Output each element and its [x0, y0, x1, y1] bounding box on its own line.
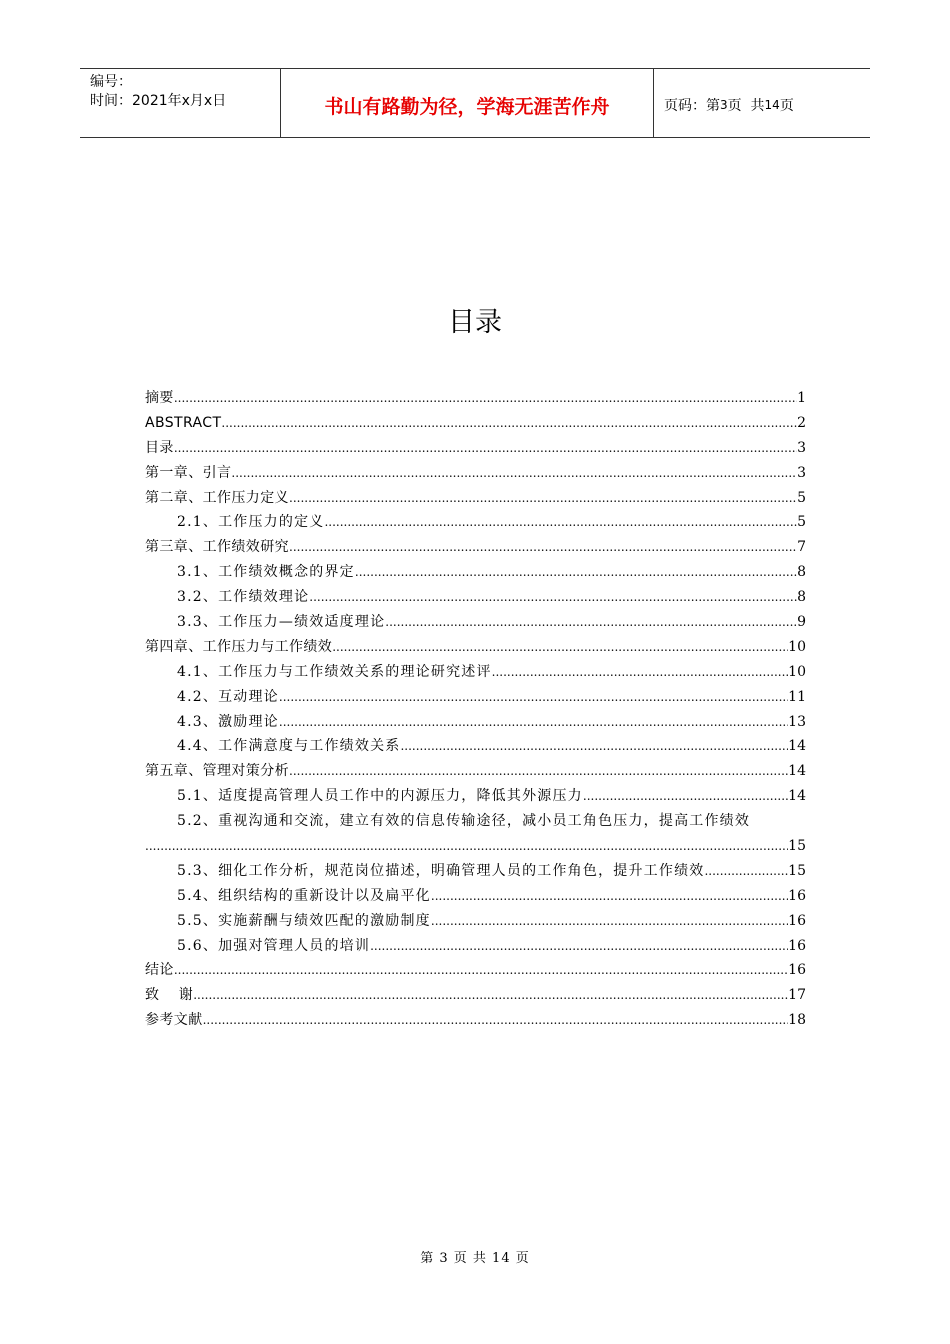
toc-entry-text: 4.3、激励理论 [177, 713, 279, 730]
toc-entry[interactable] [145, 436, 806, 461]
page-suffix: 页 [779, 98, 794, 114]
toc-entry-text: 5.3、细化工作分析，规范岗位描述，明确管理人员的工作角色，提升工作绩效 [177, 862, 705, 879]
toc-entry-text: ABSTRACT [145, 414, 222, 431]
toc-leader-dots [221, 411, 797, 436]
toc-entry-page: 17 [788, 987, 806, 1004]
toc-entry-text: 致 谢 [145, 987, 194, 1004]
toc-entry-page: 16 [788, 937, 806, 954]
toc-leader-dots [385, 610, 797, 635]
toc-entry-page: 16 [788, 912, 806, 929]
toc-leader-dots [431, 909, 788, 934]
toc-entry-continuation[interactable] [145, 834, 806, 859]
toc-entry-text: 4.2、互动理论 [177, 688, 279, 705]
toc-entry-page: 7 [797, 539, 806, 556]
toc-entry-page: 10 [788, 663, 806, 680]
toc-leader-dots [309, 585, 797, 610]
toc-leader-dots [704, 859, 788, 884]
page-total: 14 [764, 98, 780, 112]
toc-leader-dots [203, 1008, 789, 1033]
toc-entry[interactable] [145, 983, 806, 1008]
toc-entry-page: 8 [797, 589, 806, 606]
toc-entry-text: 第三章、工作绩效研究 [145, 539, 289, 556]
toc-entry[interactable] [145, 486, 806, 511]
toc-leader-dots [492, 660, 789, 685]
toc-entry[interactable] [145, 710, 806, 735]
toc-entry-text: 3.2、工作绩效理论 [177, 589, 310, 606]
toc-entry-text: 3.1、工作绩效概念的界定 [177, 564, 355, 581]
toc-entry-page: 10 [788, 638, 806, 655]
toc-leader-dots [431, 884, 788, 909]
toc-leader-dots [370, 934, 788, 959]
toc-entry[interactable] [145, 759, 806, 784]
toc-entry[interactable] [145, 884, 806, 909]
toc-entry-page: 8 [797, 564, 806, 581]
toc-entry-page: 13 [788, 713, 806, 730]
toc-leader-dots [289, 759, 788, 784]
page-header [80, 68, 870, 138]
page-title: 目录 [448, 307, 502, 338]
toc-entry[interactable] [145, 461, 806, 486]
toc-entry-page: 14 [788, 788, 806, 805]
toc-leader-dots [174, 958, 788, 983]
header-page-info [654, 69, 870, 137]
toc-leader-dots [324, 510, 797, 535]
toc-entry-text: 第四章、工作压力与工作绩效 [145, 638, 333, 655]
toc-entry-page: 14 [788, 763, 806, 780]
toc-leader-dots [289, 486, 797, 511]
serial-label: 编号： [90, 74, 132, 90]
toc-leader-dots [583, 784, 788, 809]
toc-leader-dots [279, 685, 788, 710]
header-meta [80, 69, 281, 137]
toc-leader-dots [174, 386, 797, 411]
toc-entry[interactable] [145, 1008, 806, 1033]
time-label: 时间：2021年x月x日 [90, 93, 227, 109]
toc-entry-text: 第二章、工作压力定义 [145, 489, 289, 506]
page-current: 3 [720, 98, 728, 112]
toc-entry-page: 2 [797, 414, 806, 431]
toc-entry-text: 5.4、组织结构的重新设计以及扁平化 [177, 887, 431, 904]
toc-entry-page: 11 [788, 688, 806, 705]
toc-entry[interactable] [145, 784, 806, 809]
toc-entry-page: 15 [788, 838, 806, 855]
toc-entry-text: 摘要 [145, 389, 174, 406]
toc-entry-text: 第一章、引言 [145, 464, 232, 481]
toc-leader-dots [145, 834, 788, 859]
toc-entry-text: 5.2、重视沟通和交流，建立有效的信息传输途径，减小员工角色压力，提高工作绩效 [177, 813, 751, 830]
toc-entry-page: 14 [788, 738, 806, 755]
toc-entry-text: 5.1、适度提高管理人员工作中的内源压力，降低其外源压力 [177, 788, 583, 805]
toc-entry[interactable] [145, 734, 806, 759]
toc-entry-page: 3 [797, 464, 806, 481]
toc-leader-dots [174, 436, 797, 461]
page-prefix: 页码：第 [664, 98, 720, 114]
toc-entry[interactable] [145, 560, 806, 585]
toc-entry-text: 2.1、工作压力的定义 [177, 514, 325, 531]
toc-entry-page: 1 [797, 389, 806, 406]
toc-entry-page: 15 [788, 862, 806, 879]
toc-entry[interactable] [145, 386, 806, 411]
page-footer: 第 3 页 共 14 页 [420, 1251, 530, 1266]
toc-entry-text: 目录 [145, 439, 174, 456]
toc-entry[interactable] [145, 958, 806, 983]
toc-leader-dots [193, 983, 788, 1008]
toc-entry[interactable] [145, 585, 806, 610]
toc-entry-page: 18 [788, 1012, 806, 1029]
toc-entry-text: 3.3、工作压力—绩效适度理论 [177, 614, 386, 630]
toc-entry-text: 结论 [145, 962, 174, 979]
toc-entry-text: 4.4、工作满意度与工作绩效关系 [177, 738, 401, 755]
toc-leader-dots [231, 461, 797, 486]
toc-entry[interactable] [145, 909, 806, 934]
toc-entry[interactable] [145, 660, 806, 685]
toc-leader-dots [400, 734, 788, 759]
toc-entry[interactable] [145, 809, 806, 834]
toc-entry[interactable] [145, 411, 806, 436]
toc-entry-text: 5.5、实施薪酬与绩效匹配的激励制度 [177, 912, 431, 929]
toc-entry-page: 5 [797, 514, 806, 531]
toc-entry[interactable] [145, 610, 806, 635]
toc-entry[interactable] [145, 535, 806, 560]
toc-entry[interactable] [145, 934, 806, 959]
table-of-contents [145, 386, 806, 1033]
toc-entry-text: 5.6、加强对管理人员的培训 [177, 937, 371, 954]
toc-entry-page: 5 [797, 489, 806, 506]
toc-entry[interactable] [145, 635, 806, 660]
toc-entry[interactable] [145, 510, 806, 535]
toc-entry-text: 第五章、管理对策分析 [145, 763, 289, 780]
toc-entry-text: 参考文献 [145, 1012, 203, 1029]
toc-entry-page: 9 [797, 614, 806, 630]
toc-entry[interactable] [145, 859, 806, 884]
toc-entry-page: 3 [797, 439, 806, 456]
toc-entry-page: 16 [788, 962, 806, 979]
toc-leader-dots [355, 560, 797, 585]
toc-leader-dots [279, 710, 788, 735]
toc-entry-text: 4.1、工作压力与工作绩效关系的理论研究述评 [177, 663, 492, 680]
toc-leader-dots [332, 635, 788, 660]
toc-entry-page: 16 [788, 887, 806, 904]
toc-leader-dots [289, 535, 797, 560]
page-mid: 页 共 [727, 98, 765, 114]
header-motto: 书山有路勤为径，学海无涯苦作舟 [281, 69, 654, 137]
toc-entry[interactable] [145, 685, 806, 710]
